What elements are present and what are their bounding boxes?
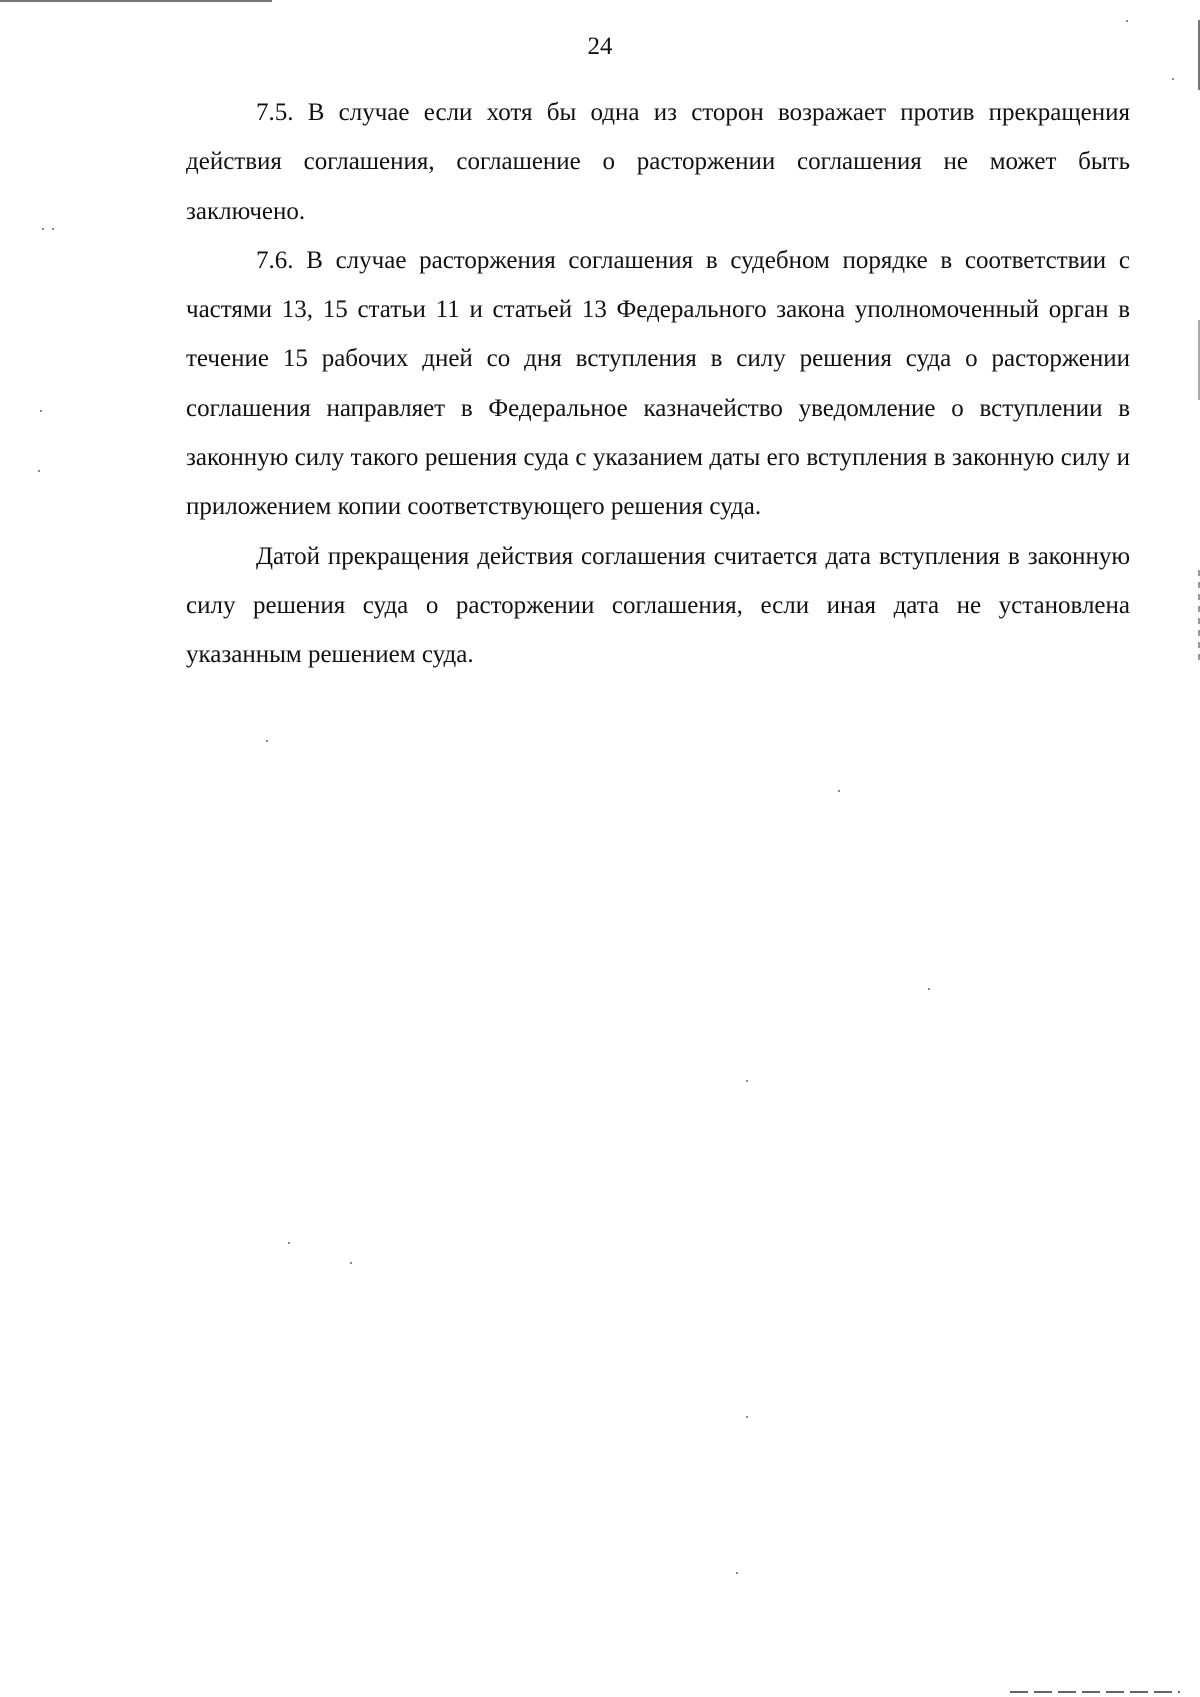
scan-edge-top <box>0 0 272 2</box>
scan-speck <box>266 740 268 742</box>
scan-speck <box>38 470 40 472</box>
scan-bottom-dashes <box>1010 1691 1180 1693</box>
page-number: 24 <box>587 33 613 60</box>
scan-speck <box>42 228 44 230</box>
scan-speck <box>928 988 930 990</box>
scan-speck <box>746 1416 748 1418</box>
scan-speck <box>288 1242 290 1244</box>
scan-speck <box>1126 20 1128 22</box>
scan-speck <box>838 790 840 792</box>
scan-speck <box>40 410 42 412</box>
paragraph-termination-date: Датой прекращения действия соглашения считается дата вступления в законную силу решения суда о расторжении соглашения, если иная дата не установлена указанным решением суда. <box>186 542 1130 669</box>
scan-speck <box>1172 78 1174 80</box>
document-body <box>186 88 1130 680</box>
scan-speck <box>746 1080 748 1082</box>
scan-speck <box>736 1572 738 1574</box>
scan-speck <box>350 1262 352 1264</box>
paragraph-7-6: 7.6. В случае расторжения соглашения в судебном порядке в соответствии с частями 13, 15 статьи 11 и статьей 13 Федерального закона уполномоченный орган в течение 15 рабочих дней со дня вступления в силу решения суда о расторжении соглашения направляет в Федеральное казначейство уведомление о вступлении в законную силу такого решения суда с указанием даты его вступления в законную силу и приложением копии соответствующего решения суда. <box>186 246 1130 521</box>
scan-speck <box>52 228 54 230</box>
paragraph-7-5: 7.5. В случае если хотя бы одна из сторон возражает против прекращения действия соглашения, соглашение о расторжении соглашения не может быть заключено. <box>186 99 1130 225</box>
